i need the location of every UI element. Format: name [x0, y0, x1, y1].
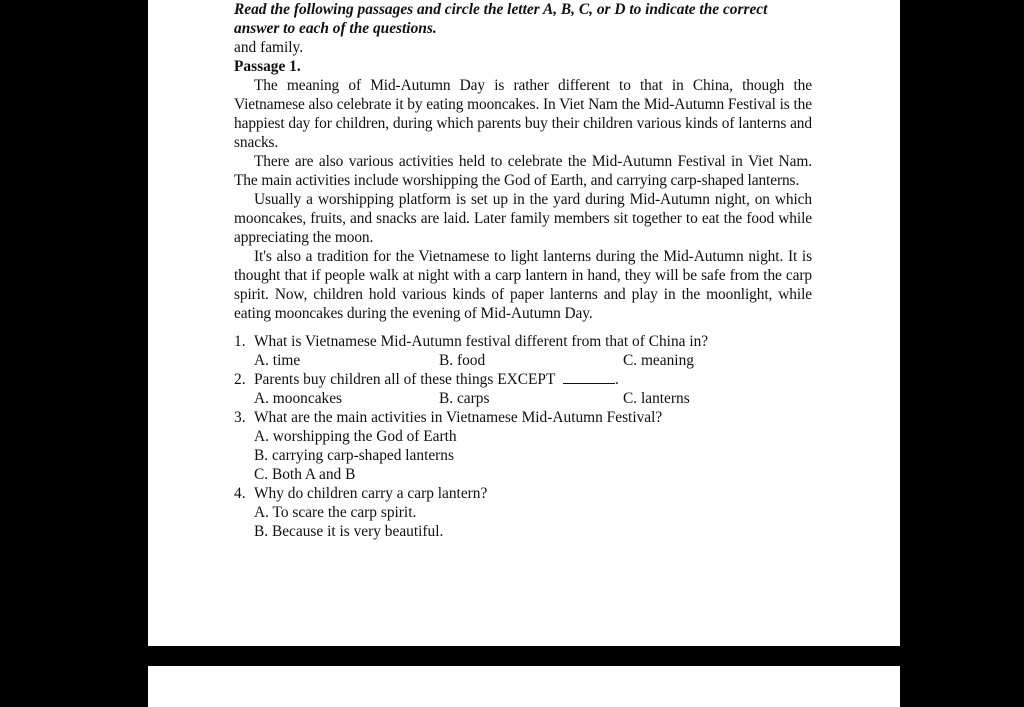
document-content [234, 0, 812, 541]
instruction-text: Read the following passages and circle the letter A, B, C, or D to indicate the correct answer to each of the questions. [234, 1, 768, 37]
option-a[interactable]: A. To scare the carp spirit. [254, 504, 417, 521]
answer-blank [563, 371, 615, 384]
option-b[interactable]: B. carps [439, 390, 490, 407]
passage-title: Passage 1. [234, 58, 301, 75]
question-text: What is Vietnamese Mid-Autumn festival different from that of China in? [254, 333, 709, 350]
question-2-options [234, 389, 812, 408]
document-page [148, 0, 900, 646]
leftover-line: and family. [234, 39, 304, 56]
question-1 [234, 332, 812, 351]
question-number: 2. [234, 371, 246, 388]
question-number: 1. [234, 333, 246, 350]
option-b[interactable]: B. carrying carp-shaped lanterns [254, 447, 454, 464]
question-1-options [234, 351, 812, 370]
question-text: What are the main activities in Vietnamese Mid-Autumn Festival? [254, 409, 663, 426]
passage-paragraph-3: Usually a worshipping platform is set up in the yard during Mid-Autumn night, on which mooncakes, fruits, and snacks are laid. Later family members sit together to eat the food while appreciating the moon. [234, 191, 812, 246]
question-text: Why do children carry a carp lantern? [254, 485, 488, 502]
option-a[interactable]: A. mooncakes [254, 390, 343, 407]
option-c[interactable]: C. Both A and B [254, 466, 356, 483]
question-text: Parents buy children all of these things EXCEPT [254, 371, 556, 388]
question-2 [234, 370, 812, 389]
next-page-edge [148, 666, 900, 707]
passage-paragraph-2: There are also various activities held to celebrate the Mid-Autumn Festival in Viet Nam. The main activities include worshipping the God of Earth, and carrying carp-shaped lanterns. [234, 153, 812, 189]
option-c[interactable]: C. lanterns [623, 390, 690, 407]
option-c[interactable]: C. meaning [623, 352, 694, 369]
question-number: 4. [234, 485, 246, 502]
passage-paragraph-1: The meaning of Mid-Autumn Day is rather different to that in China, though the Vietnamese also celebrate it by eating mooncakes. In Viet Nam the Mid-Autumn Festival is the happiest day for children, during which parents buy their children various kinds of lanterns and snacks. [234, 77, 812, 151]
option-a[interactable]: A. worshipping the God of Earth [254, 428, 457, 445]
question-end-mark: . [614, 371, 619, 388]
option-b[interactable]: B. Because it is very beautiful. [254, 523, 444, 540]
question-4 [234, 484, 812, 503]
question-list [234, 332, 812, 541]
option-a[interactable]: A. time [254, 352, 301, 369]
question-3 [234, 408, 812, 427]
question-number: 3. [234, 409, 246, 426]
passage-paragraph-4: It's also a tradition for the Vietnamese to light lanterns during the Mid-Autumn night. It is thought that if people walk at night with a carp lantern in hand, they will be safe from the carp spirit. Now, children hold various kinds of paper lanterns and play in the moonlight, while eating mooncakes during the evening of Mid-Autumn Day. [234, 248, 812, 322]
option-b[interactable]: B. food [439, 352, 486, 369]
